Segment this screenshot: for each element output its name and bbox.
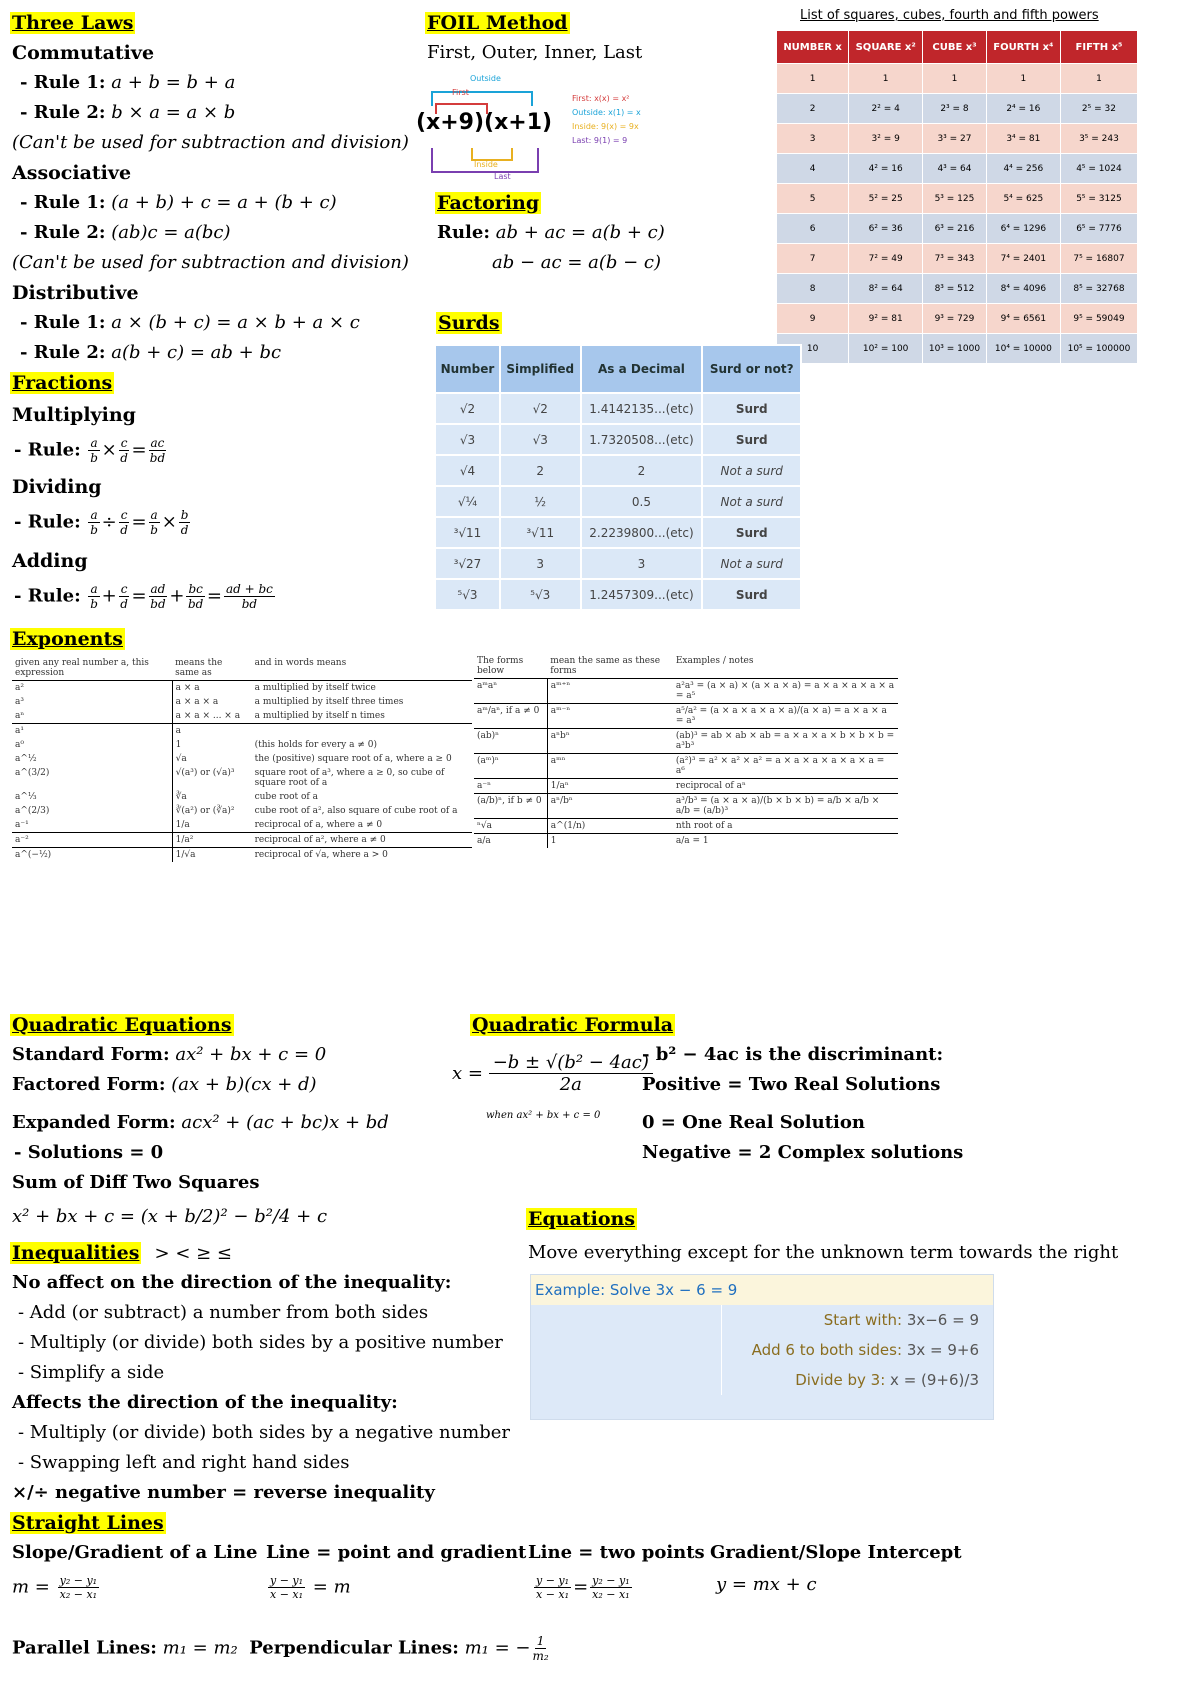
slope-intercept-label: Gradient/Slope Intercept [710,1542,962,1563]
powers-cell: 7³ = 343 [923,244,987,274]
powers-title: List of squares, cubes, fourth and fifth powers [800,8,1099,23]
exponents-cell: 1/a [175,820,190,830]
exponents-title: Exponents [12,628,123,650]
exponents-row [474,819,898,834]
disc-positive: Positive = Two Real Solutions [642,1074,941,1095]
exponents-cell: (a²)³ = a² × a² × a² = a × a × a × a × a × a = a⁶ [673,754,898,779]
foil-inside-label: Inside [474,160,498,169]
exponents-row [12,724,472,739]
reverse-inequality-rule: ×/÷ negative number = reverse inequality [12,1482,435,1503]
foil-subtitle: First, Outer, Inner, Last [427,42,643,63]
powers-row [777,64,1138,94]
powers-cell: 9 [777,304,849,334]
exponents-row [12,681,472,696]
surds-row [435,393,801,424]
powers-cell: 4³ = 64 [923,154,987,184]
exponents-cell: a [172,724,252,739]
surds-cell: ³√11 [500,517,581,548]
fractions-multiplying: Multiplying [12,404,136,426]
commutative-note: (Can't be used for subtraction and division) [12,132,409,153]
exponents-row [12,848,472,863]
powers-row [777,334,1138,364]
two-points-formula: $\frac{\text{y − y₁}}{\text{x − x₁}}$ = $\frac{\text{y₂ − y₁}}{\text{x₂ − x₁}}$ [536,1574,630,1601]
foil-expression: (x+9)(x+1) [416,110,553,135]
surds-cell: Surd [702,517,801,548]
exponents-row [12,738,472,752]
powers-cell: 1 [849,64,923,94]
powers-cell: 3⁴ = 81 [986,124,1060,154]
factoring-rule-2: ab − ac = a(b − c) [492,252,662,273]
surds-cell: 2.2239800...(etc) [581,517,703,548]
exponents-cell: a⁵/a² = (a × a × a × a × a)/(a × a) = a × a × a = a³ [673,704,898,729]
surds-cell: √3 [500,424,581,455]
exponents-cell: a multiplied by itself n times [254,711,385,721]
exponents-cell: (ab)ⁿ [474,729,547,754]
exponents-cell: a⁰ [12,738,172,752]
quadratic-condition: when ax² + bx + c = 0 [486,1110,601,1121]
slope-intercept-formula: y = mx + c [716,1574,817,1595]
fractions-adding: Adding [12,550,88,572]
exponents-table-left [12,656,472,862]
exponents-row [12,818,472,833]
surds-cell: Not a surd [702,548,801,579]
distributive-rule-2: - Rule 2: a(b + c) = ab + bc [20,342,282,363]
surds-table [434,344,802,611]
powers-cell: 2² = 4 [849,94,923,124]
exponents-cell: reciprocal of a², where a ≠ 0 [252,833,472,848]
exponents-cell: aᵐ⁺ⁿ [550,681,571,691]
surds-row [435,548,801,579]
surds-cell: ⁵√3 [435,579,500,610]
powers-cell: 4 [777,154,849,184]
exponents-cell: 1/√a [172,848,252,863]
exponents-table-right [474,654,898,848]
surds-cell: Surd [702,424,801,455]
exponents-cell: a⁻² [12,833,172,848]
exponents-cell: a² [12,681,172,696]
equation-step-3: Divide by 3: x = (9+6)/3 [795,1371,979,1389]
exponents-cell: a multiplied by itself three times [254,697,404,707]
powers-cell: 10² = 100 [849,334,923,364]
powers-row [777,124,1138,154]
exponents-header: and in words means [252,656,472,681]
equations-description: Move everything except for the unknown term towards the right [528,1242,1119,1263]
powers-cell: 10⁴ = 10000 [986,334,1060,364]
powers-cell: 4⁵ = 1024 [1060,154,1137,184]
exponents-cell: the (positive) square root of a, where a ≥ 0 [254,754,452,764]
surds-cell: 2 [500,455,581,486]
powers-header: SQUARE x² [849,31,923,64]
fractions-divide-rule: - Rule: $\frac{a}{b}$ ÷ $\frac{c}{d}$ = $\frac{a}{b}$ × $\frac{b}{d}$ [14,508,189,537]
commutative-heading: Commutative [12,42,155,64]
powers-cell: 7⁵ = 16807 [1060,244,1137,274]
surds-row [435,517,801,548]
exponents-cell [252,724,472,739]
exponents-cell: aⁿ [12,709,172,724]
powers-row [777,154,1138,184]
commutative-rule-1: - Rule 1: a + b = b + a [20,72,236,93]
exponents-row [474,729,898,754]
affects-item: - Multiply (or divide) both sides by a negative number [18,1422,511,1443]
exponents-cell: a multiplied by itself twice [254,683,376,693]
exponents-row [474,834,898,849]
powers-cell: 7 [777,244,849,274]
equation-example-box [530,1274,994,1420]
exponents-cell: (this holds for every a ≠ 0) [254,740,377,750]
powers-table [776,30,1138,364]
exponents-header: mean the same as these forms [547,654,673,679]
parallel-lines: Parallel Lines: m₁ = m₂ Perpendicular Lines: m₁ = − $\frac{1}{\text{m₂}}$ [12,1634,549,1663]
powers-cell: 6⁵ = 7776 [1060,214,1137,244]
quadratic-equations-title: Quadratic Equations [12,1014,232,1036]
foil-legend-last: Last: 9(1) = 9 [572,136,628,145]
exponents-row [12,695,472,709]
point-gradient-formula: $\frac{\text{y − y₁}}{\text{x − x₁}}$ = m [270,1574,351,1601]
powers-row [777,184,1138,214]
fractions-add-rule: - Rule: $\frac{a}{b}$ + $\frac{c}{d}$ = $\frac{ad}{bd}$ + $\frac{bc}{bd}$ = $\frac{ad + bc}{bd}$ [14,582,273,611]
surds-cell: ⁵√3 [500,579,581,610]
foil-legend-first: First: x(x) = x² [572,94,630,103]
solutions-zero: - Solutions = 0 [14,1142,164,1163]
surds-title: Surds [438,312,500,334]
exponents-cell: aᵐaⁿ [474,679,547,704]
exponents-cell: reciprocal of √a, where a > 0 [252,848,472,863]
quadratic-formula-title: Quadratic Formula [472,1014,674,1036]
exponents-row [12,804,472,818]
exponents-cell: aᵐⁿ [547,754,673,779]
exponents-cell: square root of a³, where a ≥ 0, so cube of square root of a [254,768,445,788]
powers-cell: 7² = 49 [849,244,923,274]
foil-legend-outside: Outside: x(1) = x [572,108,641,117]
powers-cell: 7⁴ = 2401 [986,244,1060,274]
powers-cell: 1 [923,64,987,94]
three-laws-title: Three Laws [12,12,134,34]
surds-row [435,455,801,486]
exponents-cell: (aᵐ)ⁿ [474,754,547,779]
surds-cell: 1.7320508...(etc) [581,424,703,455]
exponents-row [12,790,472,804]
surds-cell: Not a surd [702,455,801,486]
foil-outside-label: Outside [470,74,501,83]
foil-title: FOIL Method [427,12,568,34]
surds-cell: 2 [581,455,703,486]
equation-step-2: Add 6 to both sides: 3x = 9+6 [751,1341,979,1359]
surds-cell: ³√27 [435,548,500,579]
powers-header: FIFTH x⁵ [1060,31,1137,64]
factoring-title: Factoring [437,192,540,214]
two-points-label: Line = two points [528,1542,705,1563]
surds-header: Number [435,345,500,393]
quadratic-formula: x = $\frac{\text{−b ± √(b² − 4ac)}}{2a}$ [452,1052,653,1095]
surds-header: As a Decimal [581,345,703,393]
surds-cell: 1.2457309...(etc) [581,579,703,610]
powers-cell: 8 [777,274,849,304]
exponents-cell: a³ [12,695,172,709]
exponents-cell: a × a [175,683,200,693]
exponents-cell: 1 [175,740,182,750]
exponents-cell: cube root of a², also square of cube root of a [254,806,458,816]
disc-negative: Negative = 2 Complex solutions [642,1142,964,1163]
exponents-header: The forms below [474,654,547,679]
inequalities-heading [10,1242,232,1264]
powers-cell: 2 [777,94,849,124]
powers-cell: 9³ = 729 [923,304,987,334]
exponents-cell: a^½ [12,752,172,766]
powers-cell: 10³ = 1000 [923,334,987,364]
equation-example-title: Example: Solve 3x − 6 = 9 [531,1275,993,1305]
powers-cell: 5 [777,184,849,214]
straight-lines-title: Straight Lines [12,1512,164,1534]
surds-cell: Surd [702,393,801,424]
powers-cell: 6⁴ = 1296 [986,214,1060,244]
exponents-cell: aⁿ/bⁿ [547,794,673,819]
powers-cell: 4² = 16 [849,154,923,184]
associative-heading: Associative [12,162,132,184]
exponents-header: means the same as [172,656,252,681]
expanded-form: Expanded Form: acx² + (ac + bc)x + bd [12,1112,389,1133]
foil-first-label: First [452,88,469,97]
foil-last-label: Last [494,172,511,181]
associative-rule-1: - Rule 1: (a + b) + c = a + (b + c) [20,192,337,213]
exponents-cell: 1/a² [172,833,252,848]
exponents-cell: ∛a [175,792,187,802]
powers-header: FOURTH x⁴ [986,31,1060,64]
exponents-cell: a⁻ⁿ [474,779,547,794]
powers-cell: 8⁵ = 32768 [1060,274,1137,304]
fractions-dividing: Dividing [12,476,102,498]
powers-cell: 2⁵ = 32 [1060,94,1137,124]
powers-cell: 6 [777,214,849,244]
exponents-cell: aᵐ⁻ⁿ [547,704,673,729]
exponents-cell: cube root of a [254,792,318,802]
exponents-row [474,754,898,779]
exponents-cell: nth root of a [673,819,898,834]
factored-form: Factored Form: (ax + b)(cx + d) [12,1074,317,1095]
exponents-cell: ⁿ√a [474,819,547,834]
surds-cell: √¼ [435,486,500,517]
exponents-cell: (ab)³ = ab × ab × ab = a × a × a × b × b × b = a³b³ [673,729,898,754]
exponents-cell: ∛(a²) or (∛a)² [175,806,235,816]
surds-cell: ½ [500,486,581,517]
powers-cell: 5⁴ = 625 [986,184,1060,214]
powers-cell: 5⁵ = 3125 [1060,184,1137,214]
sum-diff-heading: Sum of Diff Two Squares [12,1172,260,1193]
powers-cell: 1 [1060,64,1137,94]
powers-cell: 8³ = 512 [923,274,987,304]
exponents-cell: a²a³ = (a × a) × (a × a × a) = a × a × a × a × a = a⁵ [675,681,895,701]
surds-cell: 1.4142135...(etc) [581,393,703,424]
exponents-cell: a × a × ... × a [175,711,241,721]
distributive-heading: Distributive [12,282,139,304]
powers-cell: 8² = 64 [849,274,923,304]
powers-row [777,244,1138,274]
powers-cell: 3 [777,124,849,154]
inequalities-title: Inequalities [12,1242,140,1264]
surds-header: Surd or not? [702,345,801,393]
exponents-cell: a^(2/3) [12,804,172,818]
powers-cell: 5³ = 125 [923,184,987,214]
fractions-title: Fractions [12,372,113,394]
exponents-cell: √a [175,754,187,764]
exponents-cell: a^⅓ [12,790,172,804]
point-gradient-label: Line = point and gradient [266,1542,527,1563]
powers-cell: 10⁵ = 100000 [1060,334,1137,364]
no-affect-item: - Simplify a side [18,1362,165,1383]
exponents-cell: √(a³) or (√a)³ [175,768,235,778]
factoring-rule-1: Rule: ab + ac = a(b + c) [437,222,665,243]
powers-cell: 8⁴ = 4096 [986,274,1060,304]
disc-zero: 0 = One Real Solution [642,1112,865,1133]
exponents-cell: 1/aⁿ [547,779,673,794]
powers-cell: 1 [986,64,1060,94]
surds-cell: Surd [702,579,801,610]
exponents-cell: a/a [474,834,547,849]
exponents-cell: a × a × a [175,697,219,707]
affects-heading: Affects the direction of the inequality: [12,1392,398,1413]
surds-cell: 3 [581,548,703,579]
exponents-header: given any real number a, this expression [12,656,172,681]
perpendicular-lines-label: Perpendicular Lines: [249,1637,459,1659]
surds-cell: 0.5 [581,486,703,517]
surds-cell: √2 [435,393,500,424]
fractions-multiply-rule: - Rule: $\frac{a}{b}$ × $\frac{c}{d}$ = $\frac{ac}{bd}$ [14,436,166,465]
powers-cell: 2⁴ = 16 [986,94,1060,124]
exponents-cell: a^(−½) [12,848,172,863]
powers-cell: 9² = 81 [849,304,923,334]
exponents-row [474,679,898,704]
powers-cell: 10 [777,334,849,364]
exponents-cell: a^(1/n) [547,819,673,834]
powers-row [777,274,1138,304]
powers-cell: 9⁵ = 59049 [1060,304,1137,334]
exponents-cell: aⁿbⁿ [547,729,673,754]
exponents-row [12,752,472,766]
surds-cell: √2 [500,393,581,424]
powers-cell: 5² = 25 [849,184,923,214]
exponents-cell: aᵐ/aⁿ, if a ≠ 0 [474,704,547,729]
exponents-header: Examples / notes [673,654,898,679]
powers-row [777,214,1138,244]
exponents-row [12,709,472,724]
powers-cell: 6³ = 216 [923,214,987,244]
surds-row [435,579,801,610]
surds-cell: √4 [435,455,500,486]
powers-header: NUMBER x [777,31,849,64]
powers-row [777,94,1138,124]
no-affect-heading: No affect on the direction of the inequality: [12,1272,452,1293]
exponents-cell: a/a = 1 [673,834,898,849]
exponents-cell: a⁻¹ [12,818,172,833]
exponents-cell: a³/b³ = (a × a × a)/(b × b × b) = a/b × a/b × a/b = (a/b)³ [673,794,898,819]
powers-cell: 3⁵ = 243 [1060,124,1137,154]
exponents-row [12,833,472,848]
foil-legend-inside: Inside: 9(x) = 9x [572,122,639,131]
exponents-row [474,794,898,819]
sum-diff-formula: x² + bx + c = (x + b/2)² − b²/4 + c [12,1206,328,1227]
powers-cell: 2³ = 8 [923,94,987,124]
inequality-symbols: > < ≥ ≤ [154,1243,233,1264]
exponents-row [12,766,472,790]
surds-cell: Not a surd [702,486,801,517]
no-affect-item: - Multiply (or divide) both sides by a positive number [18,1332,503,1353]
powers-cell: 9⁴ = 6561 [986,304,1060,334]
powers-cell: 4⁴ = 256 [986,154,1060,184]
associative-note: (Can't be used for subtraction and division) [12,252,409,273]
distributive-rule-1: - Rule 1: a × (b + c) = a × b + a × c [20,312,360,333]
slope-formula: m = $\frac{\text{y₂ − y₁}}{\text{x₂ − x₁}}$ [12,1574,98,1601]
standard-form: Standard Form: ax² + bx + c = 0 [12,1044,327,1065]
surds-cell: √3 [435,424,500,455]
equations-title: Equations [528,1208,636,1230]
surds-cell: ³√11 [435,517,500,548]
exponents-row [474,704,898,729]
discriminant: - b² − 4ac is the discriminant: [642,1044,944,1065]
exponents-cell: reciprocal of aⁿ [673,779,898,794]
affects-item: - Swapping left and right hand sides [18,1452,350,1473]
commutative-rule-2: - Rule 2: b × a = a × b [20,102,236,123]
powers-cell: 1 [777,64,849,94]
surds-cell: 3 [500,548,581,579]
exponents-cell: reciprocal of a, where a ≠ 0 [254,820,383,830]
powers-header: CUBE x³ [923,31,987,64]
powers-row [777,304,1138,334]
surds-row [435,486,801,517]
exponents-row [474,779,898,794]
exponents-cell: (a/b)ⁿ, if b ≠ 0 [474,794,547,819]
no-affect-item: - Add (or subtract) a number from both sides [18,1302,429,1323]
powers-cell: 6² = 36 [849,214,923,244]
slope-label: Slope/Gradient of a Line [12,1542,258,1563]
powers-cell: 3² = 9 [849,124,923,154]
foil-diagram [412,72,652,182]
powers-cell: 3³ = 27 [923,124,987,154]
exponents-cell: 1 [547,834,673,849]
exponents-cell: a^(3/2) [12,766,172,790]
surds-row [435,424,801,455]
exponents-cell: a¹ [12,724,172,739]
surds-header: Simplified [500,345,581,393]
equation-step-1: Start with: 3x−6 = 9 [823,1311,979,1329]
associative-rule-2: - Rule 2: (ab)c = a(bc) [20,222,231,243]
